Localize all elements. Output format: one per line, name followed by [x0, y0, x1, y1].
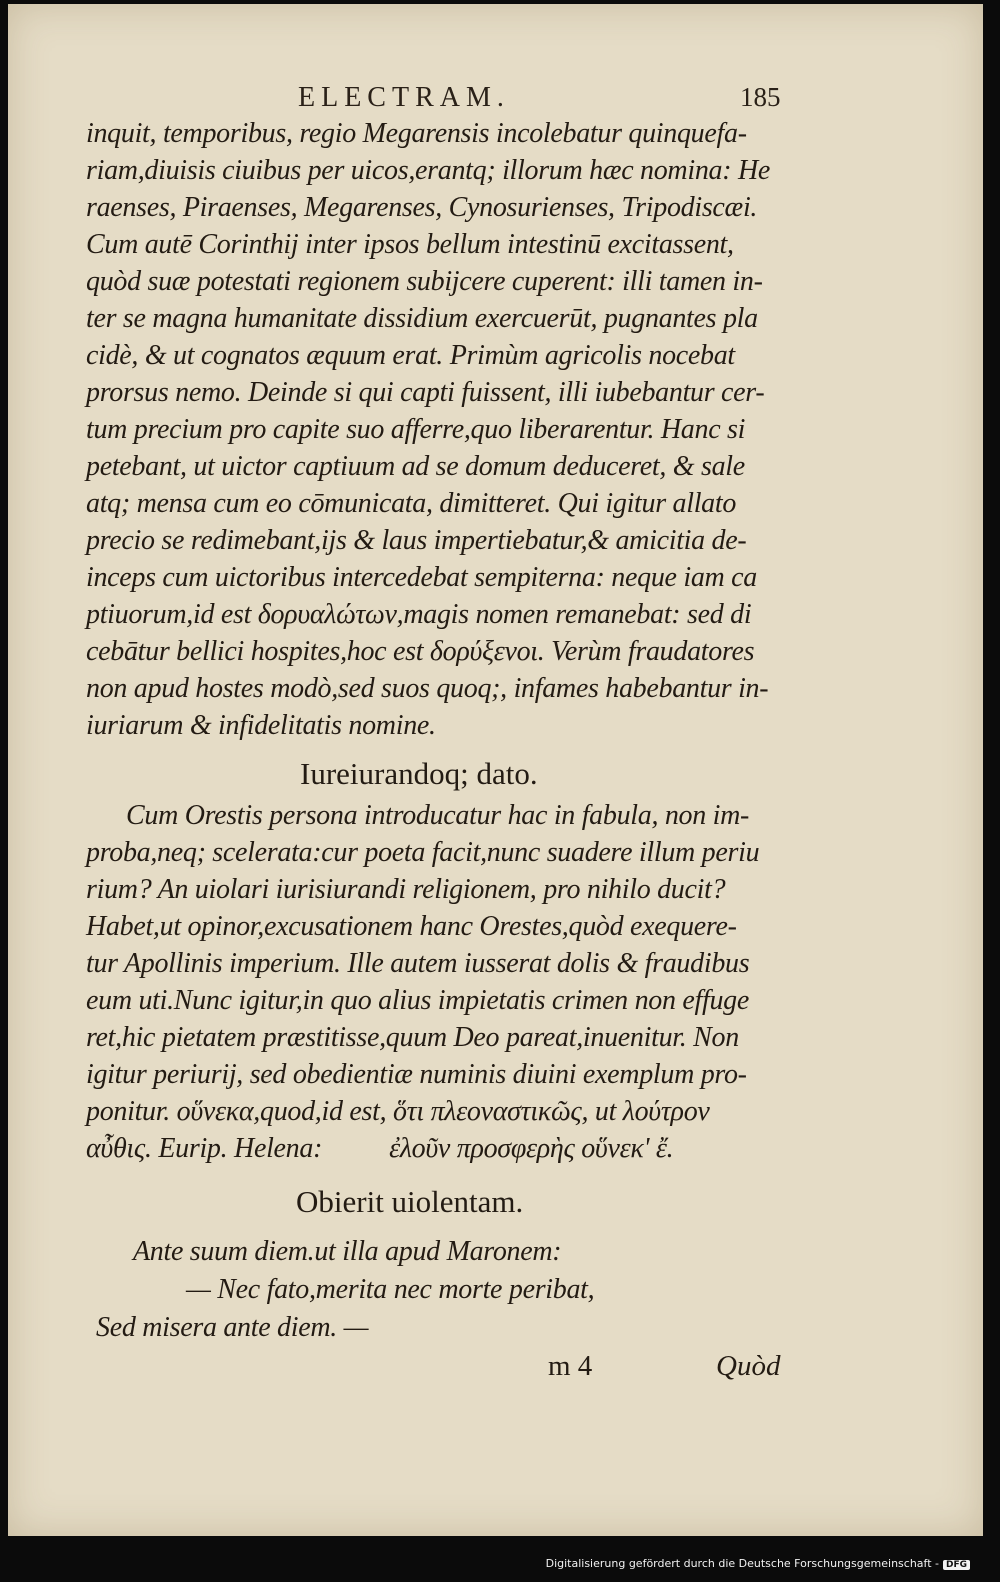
text-line: Sed misera ante diem. —: [96, 1312, 369, 1343]
text-line: αὖθις. Eurip. Helena: ἐλοῦν προσφερὴς οὕνεκ' ἔ.: [86, 1133, 674, 1164]
section-heading-obierit: Obierit uiolentam.: [296, 1184, 524, 1219]
text-line: — Nec fato,merita nec morte peribat,: [186, 1274, 595, 1305]
catchword: Quòd: [716, 1350, 781, 1382]
text-line: ptiuorum,id est δορυαλώτων,magis nomen remanebat: sed di: [86, 599, 752, 630]
text-line: cebātur bellici hospites,hoc est δορύξενοι. Verùm fraudatores: [86, 636, 755, 667]
text-line: tum precium pro capite suo afferre,quo liberarentur. Hanc si: [86, 414, 746, 445]
text-line: rium? An uiolari iurisiurandi religionem, pro nihilo ducit?: [86, 874, 726, 905]
signature-mark: m 4: [548, 1350, 593, 1382]
text-line: Cum autē Corinthij inter ipsos bellum intestinū excitassent,: [86, 229, 734, 260]
page-header: [8, 82, 983, 122]
text-line: inceps cum uictoribus intercedebat sempiterna: neque iam ca: [86, 562, 757, 593]
section-heading-iureiurando: Iureiurandoq; dato.: [300, 756, 538, 791]
text-line: eum uti.Nunc igitur,in quo alius impietatis crimen non effuge: [86, 985, 749, 1016]
dfg-logo: DFG: [943, 1560, 970, 1570]
digitization-credit: [546, 1557, 970, 1570]
book-page: [8, 4, 983, 1536]
text-line: cidè, & ut cognatos æquum erat. Primùm agricolis nocebat: [86, 340, 735, 371]
text-line: non apud hostes modò,sed suos quoq;, infames habebantur in-: [86, 673, 769, 704]
text-line: inquit, temporibus, regio Megarensis incolebatur quinquefa-: [86, 118, 747, 149]
credit-text: Digitalisierung gefördert durch die Deutsche Forschungsgemeinschaft -: [545, 1557, 939, 1570]
text-line: ponitur. οὕνεκα,quod,id est, ὅτι πλεοναστικῶς, ut λούτρον: [86, 1096, 710, 1127]
text-line: quòd suæ potestati regionem subijcere cuperent: illi tamen in-: [86, 266, 763, 297]
text-line: Cum Orestis persona introducatur hac in fabula, non im-: [126, 800, 750, 831]
page-footer: [8, 1350, 983, 1390]
text-line: ter se magna humanitate dissidium exercuerūt, pugnantes pla: [86, 303, 758, 334]
text-line: riam,diuisis ciuibus per uicos,erantq; illorum hæc nomina: He: [86, 155, 770, 186]
text-line: raenses, Piraenses, Megarenses, Cynosurienses, Tripodiscæi.: [86, 192, 758, 223]
text-line: ret,hic pietatem præstitisse,quum Deo pareat,inuenitur. Non: [86, 1022, 739, 1053]
text-line: iuriarum & infidelitatis nomine.: [86, 710, 436, 741]
running-title: ELECTRAM.: [298, 82, 510, 113]
text-line: atq; mensa cum eo cōmunicata, dimitteret. Qui igitur allato: [86, 488, 737, 519]
text-line: Ante suum diem.ut illa apud Maronem:: [133, 1236, 562, 1267]
text-line: precio se redimebant,ijs & laus impertiebatur,& amicitia de-: [86, 525, 747, 556]
text-line: Habet,ut opinor,excusationem hanc Orestes,quòd exequere-: [86, 911, 737, 942]
text-line: igitur periurij, sed obedientiæ numinis diuini exemplum pro-: [86, 1059, 747, 1090]
text-line: petebant, ut uictor captiuum ad se domum deduceret, & sale: [86, 451, 745, 482]
text-line: tur Apollinis imperium. Ille autem iusserat dolis & fraudibus: [86, 948, 750, 979]
page-number: 185: [740, 82, 781, 112]
text-line: proba,neq; scelerata:cur poeta facit,nunc suadere illum periu: [86, 837, 760, 868]
text-line: prorsus nemo. Deinde si qui capti fuissent, illi iubebantur cer-: [86, 377, 765, 408]
